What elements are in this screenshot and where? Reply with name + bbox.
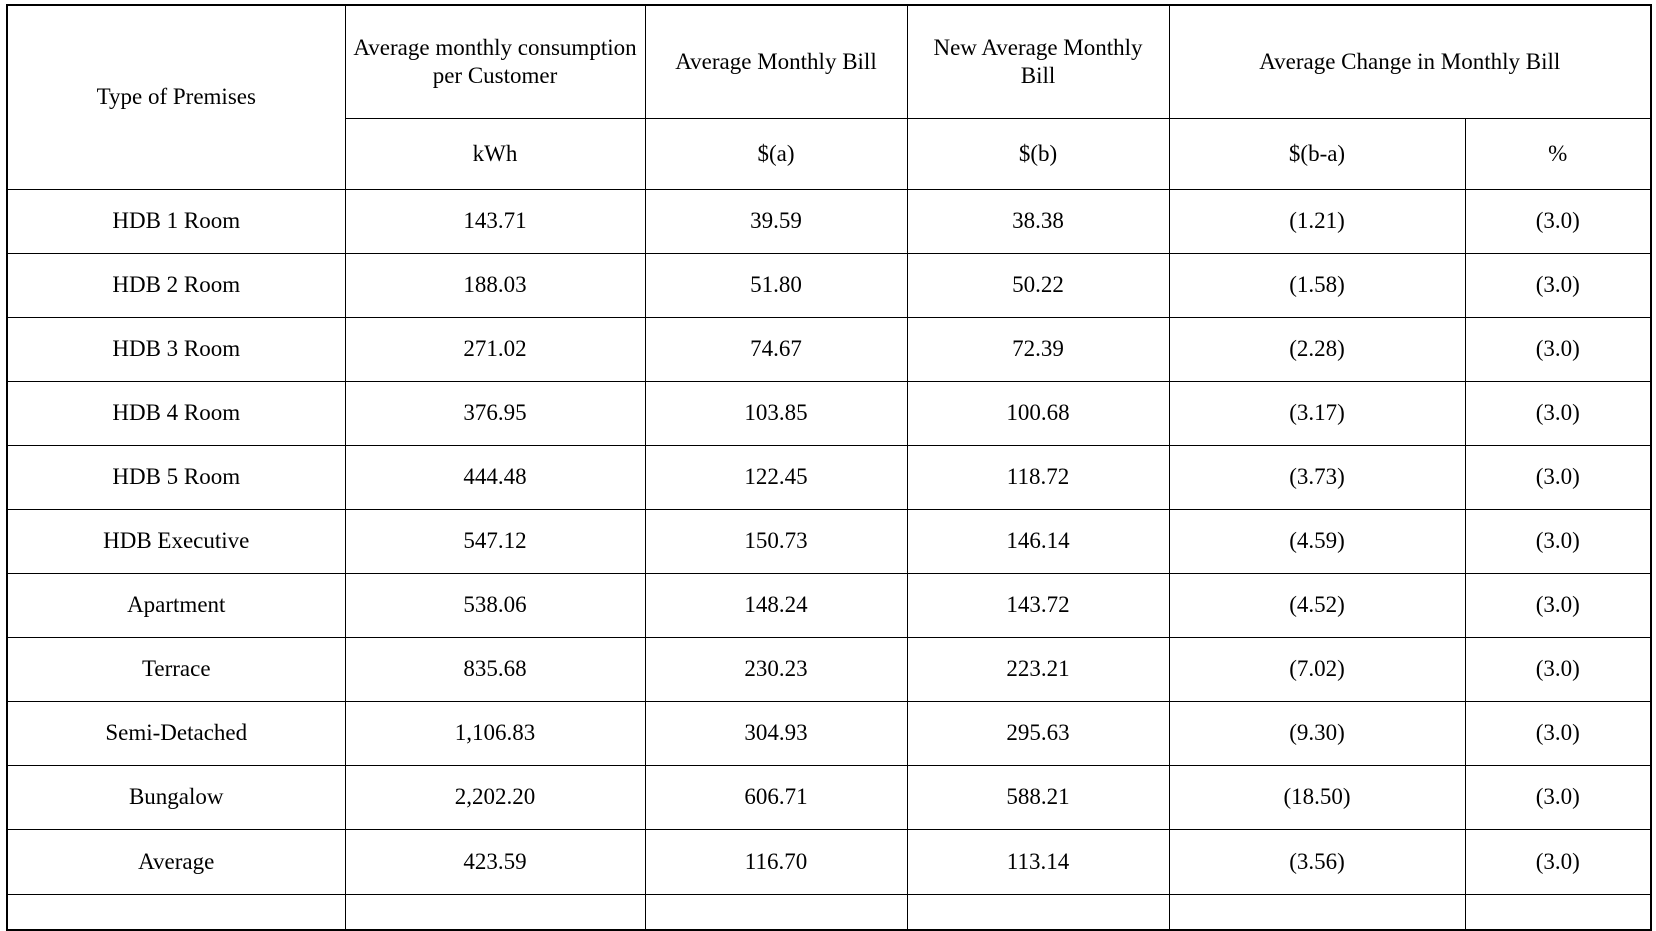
- table-row: [7, 574, 1651, 638]
- header-unit-percent: %: [1465, 119, 1651, 190]
- cell-premises: HDB 1 Room: [7, 190, 345, 254]
- spacer-cell-new-bill: [907, 895, 1169, 931]
- table-footer: [7, 830, 1651, 931]
- cell-premises: HDB 3 Room: [7, 318, 345, 382]
- cell-kwh: 188.03: [345, 254, 645, 318]
- table-header: [7, 5, 1651, 190]
- cell-percent-average: (3.0): [1465, 830, 1651, 895]
- cell-percent: (3.0): [1465, 638, 1651, 702]
- cell-new-bill-average: 113.14: [907, 830, 1169, 895]
- cell-kwh: 376.95: [345, 382, 645, 446]
- electricity-tariff-table: [6, 4, 1652, 931]
- cell-new-bill: 38.38: [907, 190, 1169, 254]
- cell-new-bill: 295.63: [907, 702, 1169, 766]
- header-average-monthly-bill: Average Monthly Bill: [645, 5, 907, 119]
- cell-change: (18.50): [1169, 766, 1465, 830]
- spacer-cell-percent: [1465, 895, 1651, 931]
- cell-change: (4.59): [1169, 510, 1465, 574]
- cell-kwh: 547.12: [345, 510, 645, 574]
- cell-bill: 230.23: [645, 638, 907, 702]
- cell-percent: (3.0): [1465, 766, 1651, 830]
- cell-new-bill: 223.21: [907, 638, 1169, 702]
- cell-change: (1.21): [1169, 190, 1465, 254]
- cell-bill: 39.59: [645, 190, 907, 254]
- cell-new-bill: 143.72: [907, 574, 1169, 638]
- cell-change: (3.73): [1169, 446, 1465, 510]
- cell-percent: (3.0): [1465, 254, 1651, 318]
- cell-premises: HDB 4 Room: [7, 382, 345, 446]
- cell-bill: 122.45: [645, 446, 907, 510]
- cell-kwh-average: 423.59: [345, 830, 645, 895]
- table-row: [7, 254, 1651, 318]
- cell-change: (7.02): [1169, 638, 1465, 702]
- cell-change: (9.30): [1169, 702, 1465, 766]
- cell-bill: 150.73: [645, 510, 907, 574]
- cell-new-bill: 146.14: [907, 510, 1169, 574]
- cell-new-bill: 588.21: [907, 766, 1169, 830]
- cell-percent: (3.0): [1465, 446, 1651, 510]
- cell-premises: Semi-Detached: [7, 702, 345, 766]
- cell-change: (3.17): [1169, 382, 1465, 446]
- cell-premises: Apartment: [7, 574, 345, 638]
- cell-premises: HDB Executive: [7, 510, 345, 574]
- cell-bill: 304.93: [645, 702, 907, 766]
- average-row: [7, 830, 1651, 895]
- cell-percent: (3.0): [1465, 702, 1651, 766]
- spacer-cell-type: [7, 895, 345, 931]
- cell-percent: (3.0): [1465, 510, 1651, 574]
- header-unit-kwh: kWh: [345, 119, 645, 190]
- header-unit-dollar-a: $(a): [645, 119, 907, 190]
- table-row: [7, 510, 1651, 574]
- cell-kwh: 2,202.20: [345, 766, 645, 830]
- cell-bill: 148.24: [645, 574, 907, 638]
- cell-percent: (3.0): [1465, 382, 1651, 446]
- spacer-cell-bill: [645, 895, 907, 931]
- cell-kwh: 271.02: [345, 318, 645, 382]
- header-unit-dollar-b: $(b): [907, 119, 1169, 190]
- cell-kwh: 1,106.83: [345, 702, 645, 766]
- table-row: [7, 446, 1651, 510]
- header-average-monthly-consumption: Average monthly consumption per Customer: [345, 5, 645, 119]
- cell-change: (4.52): [1169, 574, 1465, 638]
- cell-percent: (3.0): [1465, 574, 1651, 638]
- spacer-cell-change: [1169, 895, 1465, 931]
- cell-change-average: (3.56): [1169, 830, 1465, 895]
- table-row: [7, 766, 1651, 830]
- table-row: [7, 318, 1651, 382]
- cell-change: (2.28): [1169, 318, 1465, 382]
- cell-bill: 103.85: [645, 382, 907, 446]
- cell-new-bill: 50.22: [907, 254, 1169, 318]
- header-new-average-monthly-bill: New Average Monthly Bill: [907, 5, 1169, 119]
- cell-premises: Bungalow: [7, 766, 345, 830]
- cell-kwh: 143.71: [345, 190, 645, 254]
- table-row: [7, 702, 1651, 766]
- cell-bill: 51.80: [645, 254, 907, 318]
- header-type-of-premises: Type of Premises: [7, 5, 345, 190]
- cell-kwh: 538.06: [345, 574, 645, 638]
- cell-premises-average: Average: [7, 830, 345, 895]
- cell-percent: (3.0): [1465, 190, 1651, 254]
- table-row: [7, 190, 1651, 254]
- cell-kwh: 835.68: [345, 638, 645, 702]
- cell-bill-average: 116.70: [645, 830, 907, 895]
- cell-bill: 606.71: [645, 766, 907, 830]
- cell-new-bill: 118.72: [907, 446, 1169, 510]
- table-body: [7, 190, 1651, 830]
- cell-change: (1.58): [1169, 254, 1465, 318]
- cell-premises: Terrace: [7, 638, 345, 702]
- cell-percent: (3.0): [1465, 318, 1651, 382]
- cell-new-bill: 72.39: [907, 318, 1169, 382]
- cell-new-bill: 100.68: [907, 382, 1169, 446]
- table-row: [7, 382, 1651, 446]
- header-row-titles: [7, 5, 1651, 119]
- header-unit-dollar-b-minus-a: $(b-a): [1169, 119, 1465, 190]
- table-bottom-spacer: [7, 895, 1651, 931]
- spacer-cell-kwh: [345, 895, 645, 931]
- table-row: [7, 638, 1651, 702]
- cell-premises: HDB 2 Room: [7, 254, 345, 318]
- cell-premises: HDB 5 Room: [7, 446, 345, 510]
- cell-kwh: 444.48: [345, 446, 645, 510]
- cell-bill: 74.67: [645, 318, 907, 382]
- header-average-change-in-monthly-bill: Average Change in Monthly Bill: [1169, 5, 1651, 119]
